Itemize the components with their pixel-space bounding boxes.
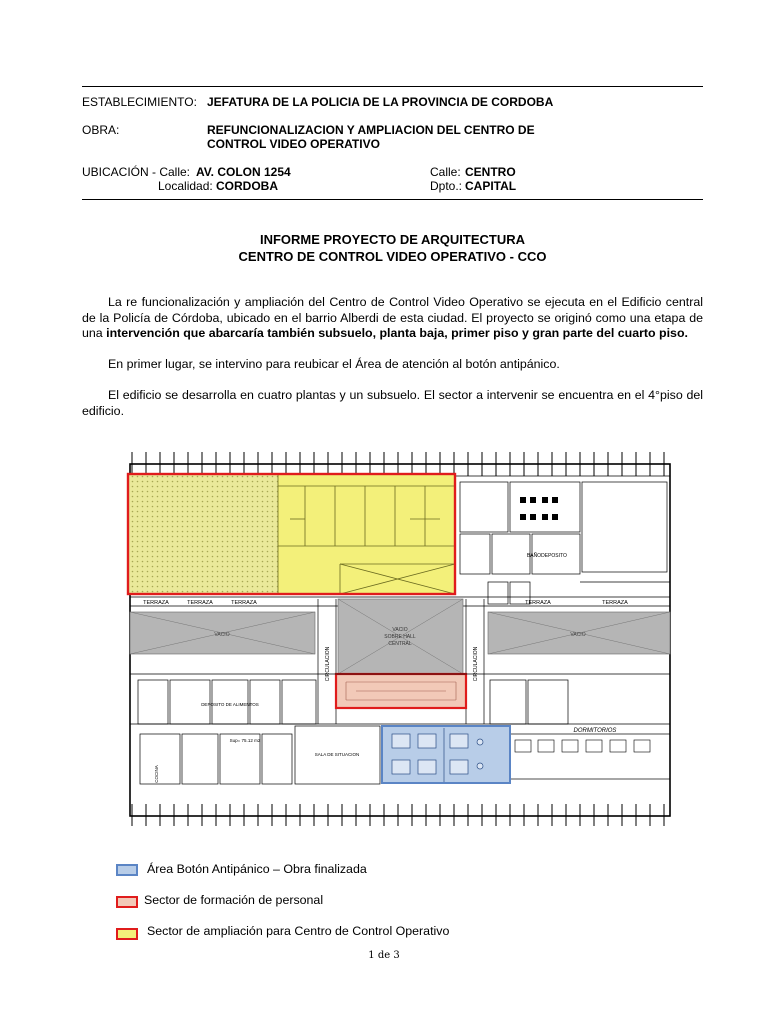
localidad-label: Localidad: [158, 179, 213, 193]
paragraph-1-text: La re funcionalización y ampliación del Centro de Control Video Operativo se ejecuta en el Edificio central de la Policía de Córdoba, ubicado en el barrio Alberdi de esta ciudad. El proyecto se originó como una etapa de una [82, 295, 703, 340]
legend-item-3: Sector de ampliación para Centro de Control Operativo [147, 924, 450, 938]
ubicacion-label: UBICACIÓN - Calle: [82, 165, 191, 179]
plan-sup-label: Sup= 75.12 m2 [229, 738, 261, 743]
plan-hall-1: VACIO [392, 627, 408, 633]
plan-terraza-4: TERRAZA [525, 600, 551, 606]
calle2-label: Calle: [430, 165, 461, 179]
legend-swatch-yellow [116, 928, 138, 940]
plan-vacio-1: VACIO [214, 632, 230, 638]
report-title-line-2: CENTRO DE CONTROL VIDEO OPERATIVO - CCO [238, 249, 547, 264]
dotted-area [128, 474, 278, 594]
legend-swatch-blue [116, 864, 138, 876]
paragraph-1-bold: intervención que abarcaría también subsuelo, planta baja, primer piso y gran parte del cuarto piso. [106, 326, 688, 340]
ubicacion-calle: AV. COLON 1254 [196, 165, 291, 179]
floor-plan-drawing [110, 434, 687, 832]
paragraph-3 [82, 388, 703, 419]
obra-line-1: REFUNCIONALIZACION Y AMPLIACION DEL CENTRO DE [207, 123, 535, 137]
plan-terraza-1: TERRAZA [143, 600, 169, 606]
calle2-value: CENTRO [465, 165, 516, 179]
plan-deposito-alimentos: DEPOSITO DE ALIMENTOS [201, 702, 259, 707]
paragraph-1 [82, 295, 703, 342]
establecimiento-label: ESTABLECIMIENTO: [82, 95, 197, 109]
obra-line-2: CONTROL VIDEO OPERATIVO [207, 137, 380, 151]
plan-hall-3: CENTRAL [388, 641, 412, 647]
plan-deposito-label: DEPOSITO [541, 553, 567, 559]
floor-plan [110, 434, 687, 832]
dpto-value: CAPITAL [465, 179, 517, 193]
report-title-line-1: INFORME PROYECTO DE ARQUITECTURA [259, 232, 526, 247]
establecimiento-value: JEFATURA DE LA POLICIA DE LA PROVINCIA DE CORDOBA [207, 95, 554, 109]
plan-sala-situacion: SALA DE SITUACION [314, 752, 360, 757]
plan-terraza-2: TERRAZA [187, 600, 213, 606]
obra-label: OBRA: [82, 123, 120, 137]
header-top-rule [82, 86, 703, 87]
plan-vacio-2: VACIO [570, 632, 586, 638]
legend-item-1: Área Botón Antipánico – Obra finalizada [147, 862, 367, 876]
paragraph-3-text: El edificio se desarrolla en cuatro plantas y un subsuelo. El sector a intervenir se encuentra en el 4°piso del edificio. [82, 388, 703, 418]
plan-hall-2: SOBRE HALL [384, 634, 416, 640]
plan-dormitorios: DORMITORIOS [573, 728, 617, 734]
paragraph-2-text: En primer lugar, se intervino para reubicar el Área de atención al botón antipánico. [108, 357, 560, 371]
plan-bano-label: BAÑO [526, 553, 542, 559]
plan-circulacion-right: CIRCULACION [473, 646, 479, 682]
header-bottom-rule [82, 199, 703, 200]
paragraph-2 [82, 357, 703, 373]
plan-terraza-5: TERRAZA [602, 600, 628, 606]
legend-item-2: Sector de formación de personal [144, 893, 324, 907]
localidad-value: CORDOBA [216, 179, 278, 193]
plan-cocina: COCINA [154, 765, 159, 783]
page-number: 1 de 3 [368, 950, 400, 961]
plan-circulacion-left: CIRCULACION [325, 646, 331, 682]
legend-swatch-red [116, 896, 138, 908]
dpto-label: Dpto.: [430, 179, 463, 193]
plan-terraza-3: TERRAZA [231, 600, 257, 606]
